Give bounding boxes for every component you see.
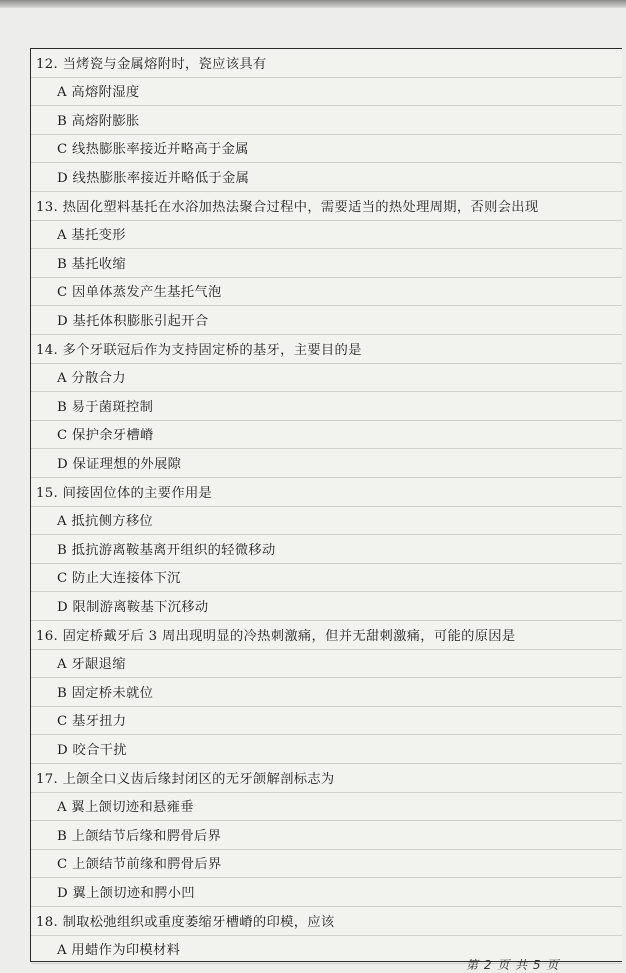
answer-option-text: C 防止大连接体下沉: [57, 571, 181, 587]
answer-option: [31, 650, 622, 679]
answer-option: [31, 392, 622, 421]
answer-option: [31, 306, 622, 335]
answer-option: [31, 249, 622, 278]
answer-option-text: A 分散合力: [57, 371, 126, 387]
answer-option-text: B 易于菌斑控制: [57, 399, 154, 415]
answer-option: [31, 449, 622, 478]
question-stem: [31, 907, 622, 936]
answer-option: [31, 278, 622, 307]
answer-option: [31, 564, 622, 593]
answer-option-text: C 保护余牙槽嵴: [57, 428, 154, 444]
question-list: [31, 49, 622, 961]
answer-option: [31, 221, 622, 250]
answer-option: [31, 364, 622, 393]
answer-option: [31, 163, 622, 192]
answer-option: [31, 735, 622, 764]
question-stem: [31, 478, 622, 507]
answer-option-text: B 上颌结节后缘和腭骨后界: [57, 828, 222, 844]
answer-option: [31, 678, 622, 707]
answer-option: [31, 535, 622, 564]
answer-option: [31, 793, 622, 822]
scan-top-edge: [0, 0, 626, 8]
answer-option-text: B 固定桥未就位: [57, 685, 154, 701]
answer-option-text: B 高熔附膨胀: [57, 113, 140, 129]
answer-option-text: B 抵抗游离鞍基离开组织的轻微移动: [57, 542, 276, 558]
question-stem: [31, 764, 622, 793]
answer-option: [31, 106, 622, 135]
question-stem-text: 13. 热固化塑料基托在水浴加热法聚合过程中，需要适当的热处理周期，否则会出现: [36, 199, 539, 215]
answer-option: [31, 421, 622, 450]
answer-option-text: D 保证理想的外展隙: [57, 456, 182, 472]
answer-option-text: A 基托变形: [57, 228, 126, 244]
answer-option: [31, 821, 622, 850]
answer-option-text: C 线热膨胀率接近并略高于金属: [57, 142, 249, 158]
answer-option-text: A 牙龈退缩: [57, 657, 126, 673]
answer-option: [31, 78, 622, 107]
answer-option: [31, 507, 622, 536]
answer-option-text: A 高熔附湿度: [57, 85, 140, 101]
question-stem-text: 15. 间接固位体的主要作用是: [36, 485, 213, 501]
answer-option-text: D 咬合干扰: [57, 742, 127, 758]
answer-option-text: D 线热膨胀率接近并略低于金属: [57, 170, 250, 186]
answer-option-text: C 上颌结节前缘和腭骨后界: [57, 857, 222, 873]
question-stem-text: 17. 上颌全口义齿后缘封闭区的无牙颌解剖标志为: [36, 771, 335, 787]
question-stem: [31, 192, 622, 221]
question-stem-text: 16. 固定桥戴牙后 3 周出现明显的冷热刺激痛，但并无甜刺激痛，可能的原因是: [36, 628, 516, 644]
answer-option: [31, 878, 622, 907]
question-stem-text: 18. 制取松弛组织或重度萎缩牙槽嵴的印模，应该: [36, 914, 335, 930]
exam-page: [30, 48, 622, 962]
question-stem: [31, 621, 622, 650]
answer-option-text: C 基牙扭力: [57, 714, 127, 730]
question-stem-text: 14. 多个牙联冠后作为支持固定桥的基牙，主要目的是: [36, 342, 362, 358]
answer-option-text: A 用蜡作为印模材料: [57, 943, 181, 959]
answer-option-text: A 翼上颌切迹和悬雍垂: [57, 800, 194, 816]
answer-option: [31, 135, 622, 164]
question-stem: [31, 335, 622, 364]
page-footer: 第 2 页 共 5 页: [466, 958, 560, 972]
answer-option-text: A 抵抗侧方移位: [57, 514, 154, 530]
answer-option: [31, 850, 622, 879]
answer-option: [31, 592, 622, 621]
answer-option-text: C 因单体蒸发产生基托气泡: [57, 285, 222, 301]
answer-option-text: D 基托体积膨胀引起开合: [57, 313, 209, 329]
answer-option: [31, 707, 622, 736]
answer-option-text: D 翼上颌切迹和腭小凹: [57, 885, 195, 901]
question-stem-text: 12. 当烤瓷与金属熔附时，瓷应该具有: [36, 56, 267, 72]
question-stem: [31, 49, 622, 78]
answer-option-text: D 限制游离鞍基下沉移动: [57, 599, 209, 615]
answer-option-text: B 基托收缩: [57, 256, 126, 272]
